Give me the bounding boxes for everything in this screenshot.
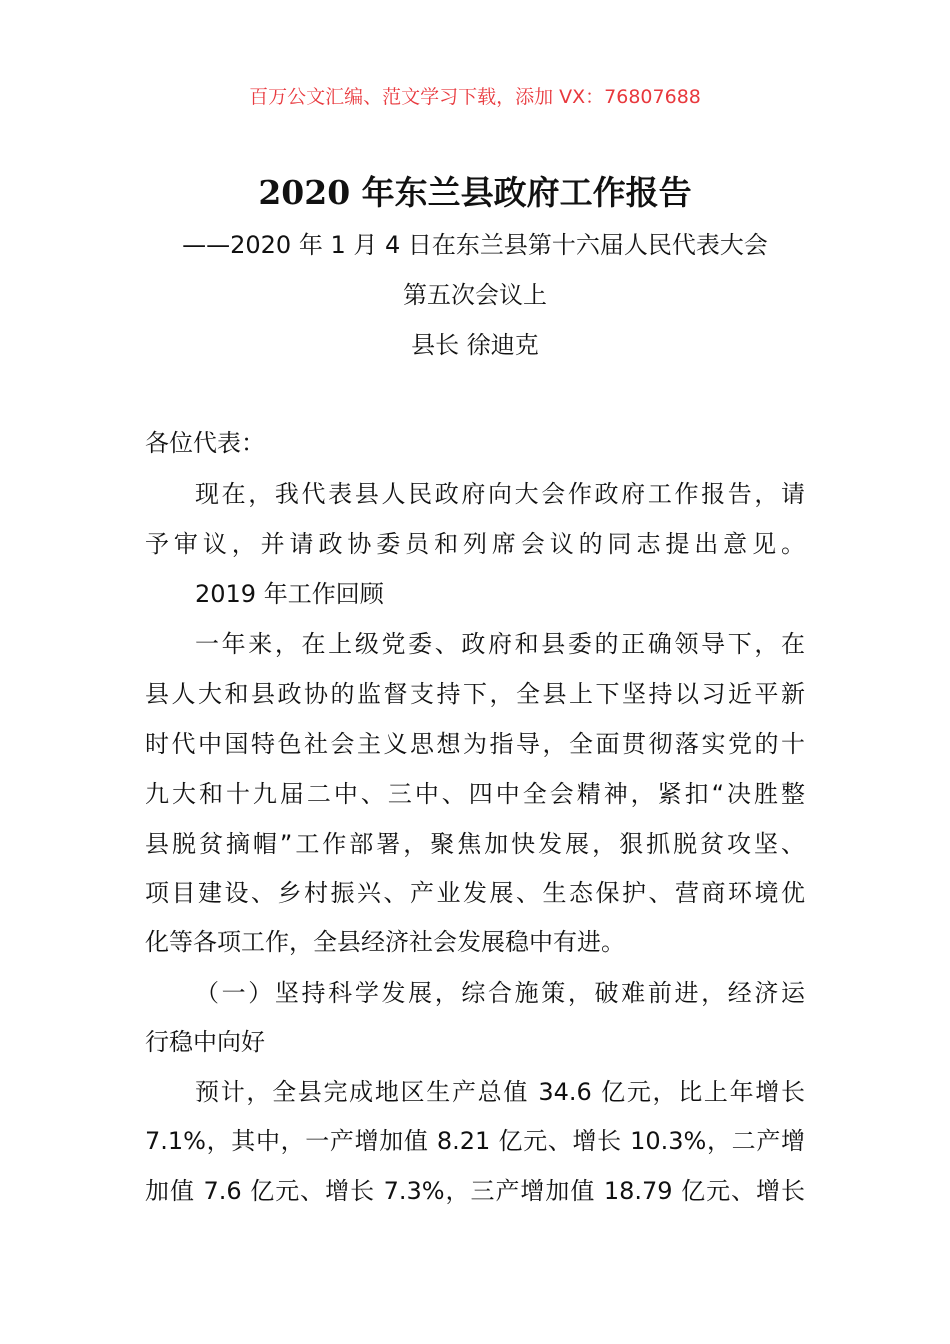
author-line: 县长 徐迪克 <box>411 331 539 359</box>
subsection-heading: （一）坚持科学发展，综合施策，破难前进，经济运 <box>195 979 805 1007</box>
section-heading: 2019 年工作回顾 <box>195 580 384 608</box>
body-line: 予审议，并请政协委员和列席会议的同志提出意见。 <box>145 530 805 558</box>
body-line: 现在，我代表县人民政府向大会作政府工作报告，请 <box>195 480 805 508</box>
body-line: 7.1%，其中，一产增加值 8.21 亿元、增长 10.3%，二产增 <box>145 1127 805 1155</box>
subtitle-line: 第五次会议上 <box>403 281 547 309</box>
subtitle-line: ——2020 年 1 月 4 日在东兰县第十六届人民代表大会 <box>182 231 768 259</box>
body-line: 项目建设、乡村振兴、产业发展、生态保护、营商环境优 <box>145 879 805 907</box>
body-line: 预计，全县完成地区生产总值 34.6 亿元，比上年增长 <box>195 1078 805 1106</box>
body-line: 加值 7.6 亿元、增长 7.3%，三产增加值 18.79 亿元、增长 <box>145 1177 805 1205</box>
body-line: 县人大和县政协的监督支持下，全县上下坚持以习近平新 <box>145 680 805 708</box>
body-line: 县脱贫摘帽”工作部署，聚焦加快发展，狠抓脱贫攻坚、 <box>145 830 805 858</box>
body-line: 一年来，在上级党委、政府和县委的正确领导下，在 <box>195 630 805 658</box>
subsection-heading: 行稳中向好 <box>145 1028 265 1056</box>
body-line: 时代中国特色社会主义思想为指导，全面贯彻落实党的十 <box>145 730 805 758</box>
body-line: 九大和十九届二中、三中、四中全会精神，紧扣“决胜整 <box>145 780 805 808</box>
document-title: 2020 年东兰县政府工作报告 <box>258 173 692 212</box>
salutation: 各位代表： <box>145 429 265 457</box>
watermark-header: 百万公文汇编、范文学习下载，添加 VX：76807688 <box>249 86 701 108</box>
body-line: 化等各项工作，全县经济社会发展稳中有进。 <box>145 928 625 956</box>
